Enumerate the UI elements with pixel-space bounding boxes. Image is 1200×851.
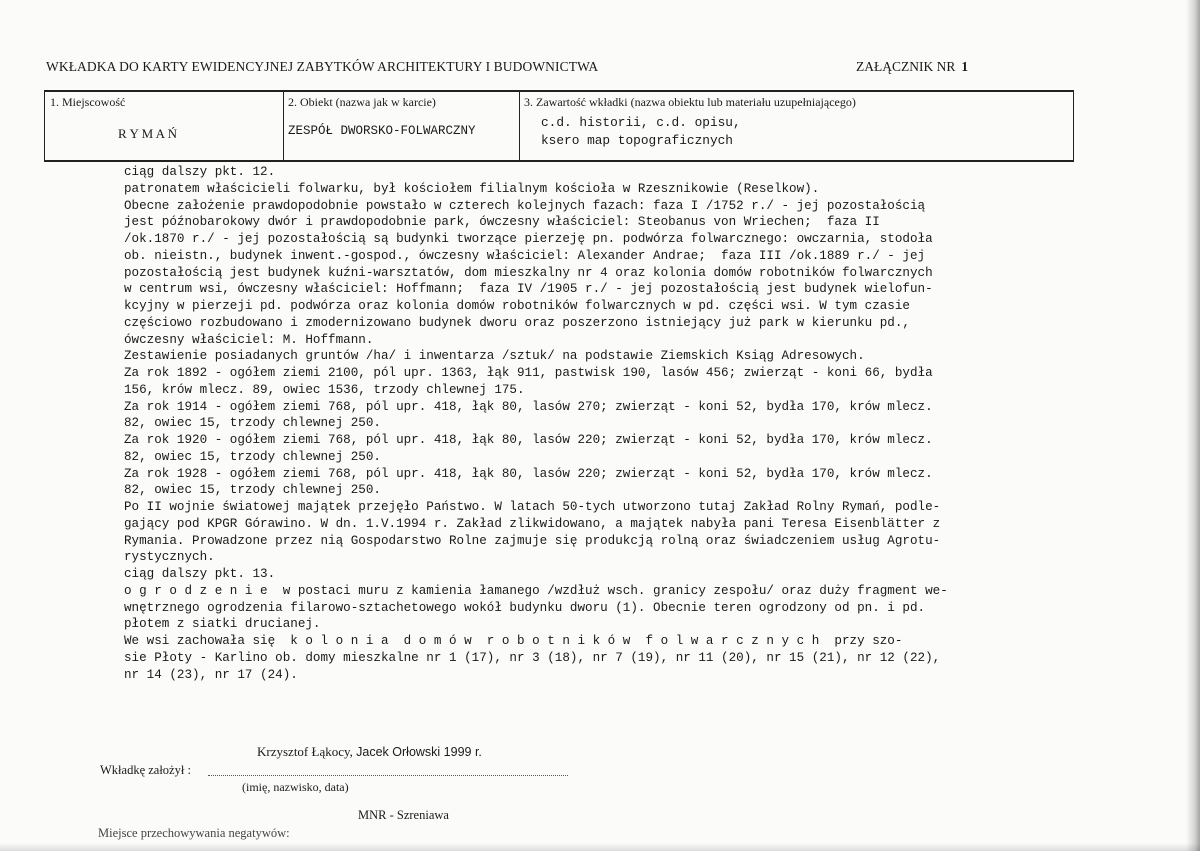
- body-line: ciąg dalszy pkt. 12.: [124, 165, 276, 179]
- body-line: 156, krów mlecz. 89, owiec 1536, trzody chlewnej 175.: [124, 382, 525, 397]
- body-line: jest późnobarokowy dwór i prawdopodobnie park, ówczesny właściciel: Steobanus von Wriechen; faza II: [124, 215, 880, 230]
- form-title: WKŁADKA DO KARTY EWIDENCYJNEJ ZABYTKÓW ARCHITEKTURY I BUDOWNICTWA: [46, 59, 599, 74]
- body-line: pozostałością jest budynek kuźni-warsztatów, dom mieszkalny nr 4 oraz kolonia domów robotników folwarcznych: [124, 265, 933, 280]
- body-line: w centrum wsi, ówczesny właściciel: Hoffmann; faza IV /1905 r./ - jej pozostałością jest budynek wielofun-: [124, 282, 933, 297]
- table-top-rule: [44, 90, 1074, 92]
- object-value: ZESPÓŁ DWORSKO-FOLWARCZNY: [288, 124, 476, 138]
- signature-dotted-line: [208, 775, 568, 776]
- body-line: o g r o d z e n i e w postaci muru z kamienia łamanego /wzdłuż wsch. granicy zespołu/ oraz duży fragment we-: [124, 583, 948, 598]
- content-value-line1: c.d. historii, c.d. opisu,: [541, 115, 741, 130]
- body-line: 82, owiec 15, trzody chlewnej 250.: [124, 449, 381, 464]
- body-line: 82, owiec 15, trzody chlewnej 250.: [124, 416, 381, 431]
- body-line: Za rok 1892 - ogółem ziemi 2100, pól upr. 1363, łąk 911, pastwisk 190, lasów 456; zwierząt - koni 66, bydła: [124, 366, 933, 380]
- body-line: rystycznych.: [124, 550, 215, 565]
- body-line: ówczesny właściciel: M. Hoffmann.: [124, 332, 374, 347]
- locality-value: R Y M A Ń: [118, 126, 177, 141]
- attachment-label: ZAŁĄCZNIK NR: [856, 59, 956, 74]
- body-line: Za rok 1928 - ogółem ziemi 768, pól upr. 418, łąk 80, lasów 220; zwierząt - koni 52, bydła 170, krów mlecz.: [124, 466, 933, 481]
- locality-label: 1. Miejscowość: [50, 95, 126, 109]
- body-line: Za rok 1914 - ogółem ziemi 768, pól upr. 418, łąk 80, lasów 270; zwierząt - koni 52, bydła 170, krów mlecz.: [124, 399, 933, 414]
- table-divider-right: [1073, 90, 1074, 160]
- body-line: wnętrznego ogrodzenia filarowo-sztachetowego wokół budynku dworu (1). Obecnie teren ogrodzony od pn. i pd.: [124, 600, 926, 615]
- body-line: sie Płoty - Karlino ob. domy mieszkalne nr 1 (17), nr 3 (18), nr 7 (19), nr 11 (20), nr 15 (21), nr 12 (22),: [124, 650, 941, 665]
- scan-shadow-right: [1186, 0, 1200, 851]
- created-by-label: Wkładkę założył :: [100, 763, 191, 777]
- body-line: gający pod KPGR Górawino. W dn. 1.V.1994 r. Zakład zlikwidowano, a majątek nabyła pani Teresa Eisenblätter z: [124, 516, 941, 531]
- attachment-number: 1: [961, 59, 969, 74]
- name-hint: (imię, nazwisko, data): [242, 780, 349, 794]
- body-line: częściowo rozbudowano i zmodernizowano budynek dworu oraz poszerzono istniejący już park w kierunku pd.,: [124, 315, 910, 330]
- object-label: 2. Obiekt (nazwa jak w karcie): [288, 95, 436, 109]
- body-line: nr 14 (23), nr 17 (24).: [124, 667, 298, 682]
- negatives-label: Miejsce przechowywania negatywów:: [98, 826, 290, 840]
- body-line: We wsi zachowała się k o l o n i a d o m ó w r o b o t n i k ó w f o l w a r c z n y c h przy szo-: [124, 634, 903, 648]
- negatives-location: MNR - Szreniawa: [358, 808, 449, 822]
- body-line: Obecne założenie prawdopodobnie powstało w czterech kolejnych fazach: faza I /1752 r./ - jej pozostałością: [124, 198, 926, 213]
- content-label: 3. Zawartość wkładki (nazwa obiektu lub materiału uzupełniającego): [524, 95, 856, 109]
- content-value-line2: ksero map topograficznych: [541, 133, 733, 148]
- table-divider-1: [283, 90, 284, 160]
- author-names: [257, 744, 482, 760]
- body-text: [124, 164, 1054, 683]
- body-line: ciąg dalszy pkt. 13.: [124, 567, 276, 581]
- table-divider-left: [44, 90, 45, 160]
- table-bottom-rule: [44, 160, 1074, 162]
- body-line: ob. nieistn., budynek inwent.-gospod., ówczesny właściciel: Alexander Andrae; faza III /ok.1889 r./ - jej: [124, 248, 926, 263]
- body-line: 82, owiec 15, trzody chlewnej 250.: [124, 483, 381, 498]
- author-name-2: Jacek Orłowski 1999 r.: [356, 745, 482, 759]
- body-line: /ok.1870 r./ - jej pozostałością są budynki tworzące pierzeję pn. podwórza folwarcznego: owczarnia, stodoła: [124, 232, 933, 246]
- author-name-1: Krzysztof Łąkocy,: [257, 744, 353, 759]
- body-line: Zestawienie posiadanych gruntów /ha/ i inwentarza /sztuk/ na podstawie Ziemskich Ksiąg Adresowych.: [124, 349, 865, 364]
- body-line: kcyjny w pierzeji pd. podwórza oraz kolonia domów robotników folwarcznych w pd. części wsi. W tym czasie: [124, 299, 910, 313]
- table-divider-2: [519, 90, 520, 160]
- body-line: płotem z siatki drucianej.: [124, 617, 321, 632]
- body-line: patronatem właścicieli folwarku, był kościołem filialnym kościoła w Rzesznikowie (Reselkow).: [124, 181, 820, 196]
- body-line: Po II wojnie światowej majątek przejęło Państwo. W latach 50-tych utworzono tutaj Zakład Rolny Rymań, podle-: [124, 500, 941, 514]
- attachment-number-label: [856, 59, 968, 75]
- body-line: Rymania. Prowadzone przez nią Gospodarstwo Rolne zajmuje się produkcją rolną oraz świadczeniem usług Agrotu-: [124, 533, 941, 548]
- scan-shadow-bottom: [0, 843, 1200, 851]
- body-line: Za rok 1920 - ogółem ziemi 768, pól upr. 418, łąk 80, lasów 220; zwierząt - koni 52, bydła 170, krów mlecz.: [124, 433, 933, 447]
